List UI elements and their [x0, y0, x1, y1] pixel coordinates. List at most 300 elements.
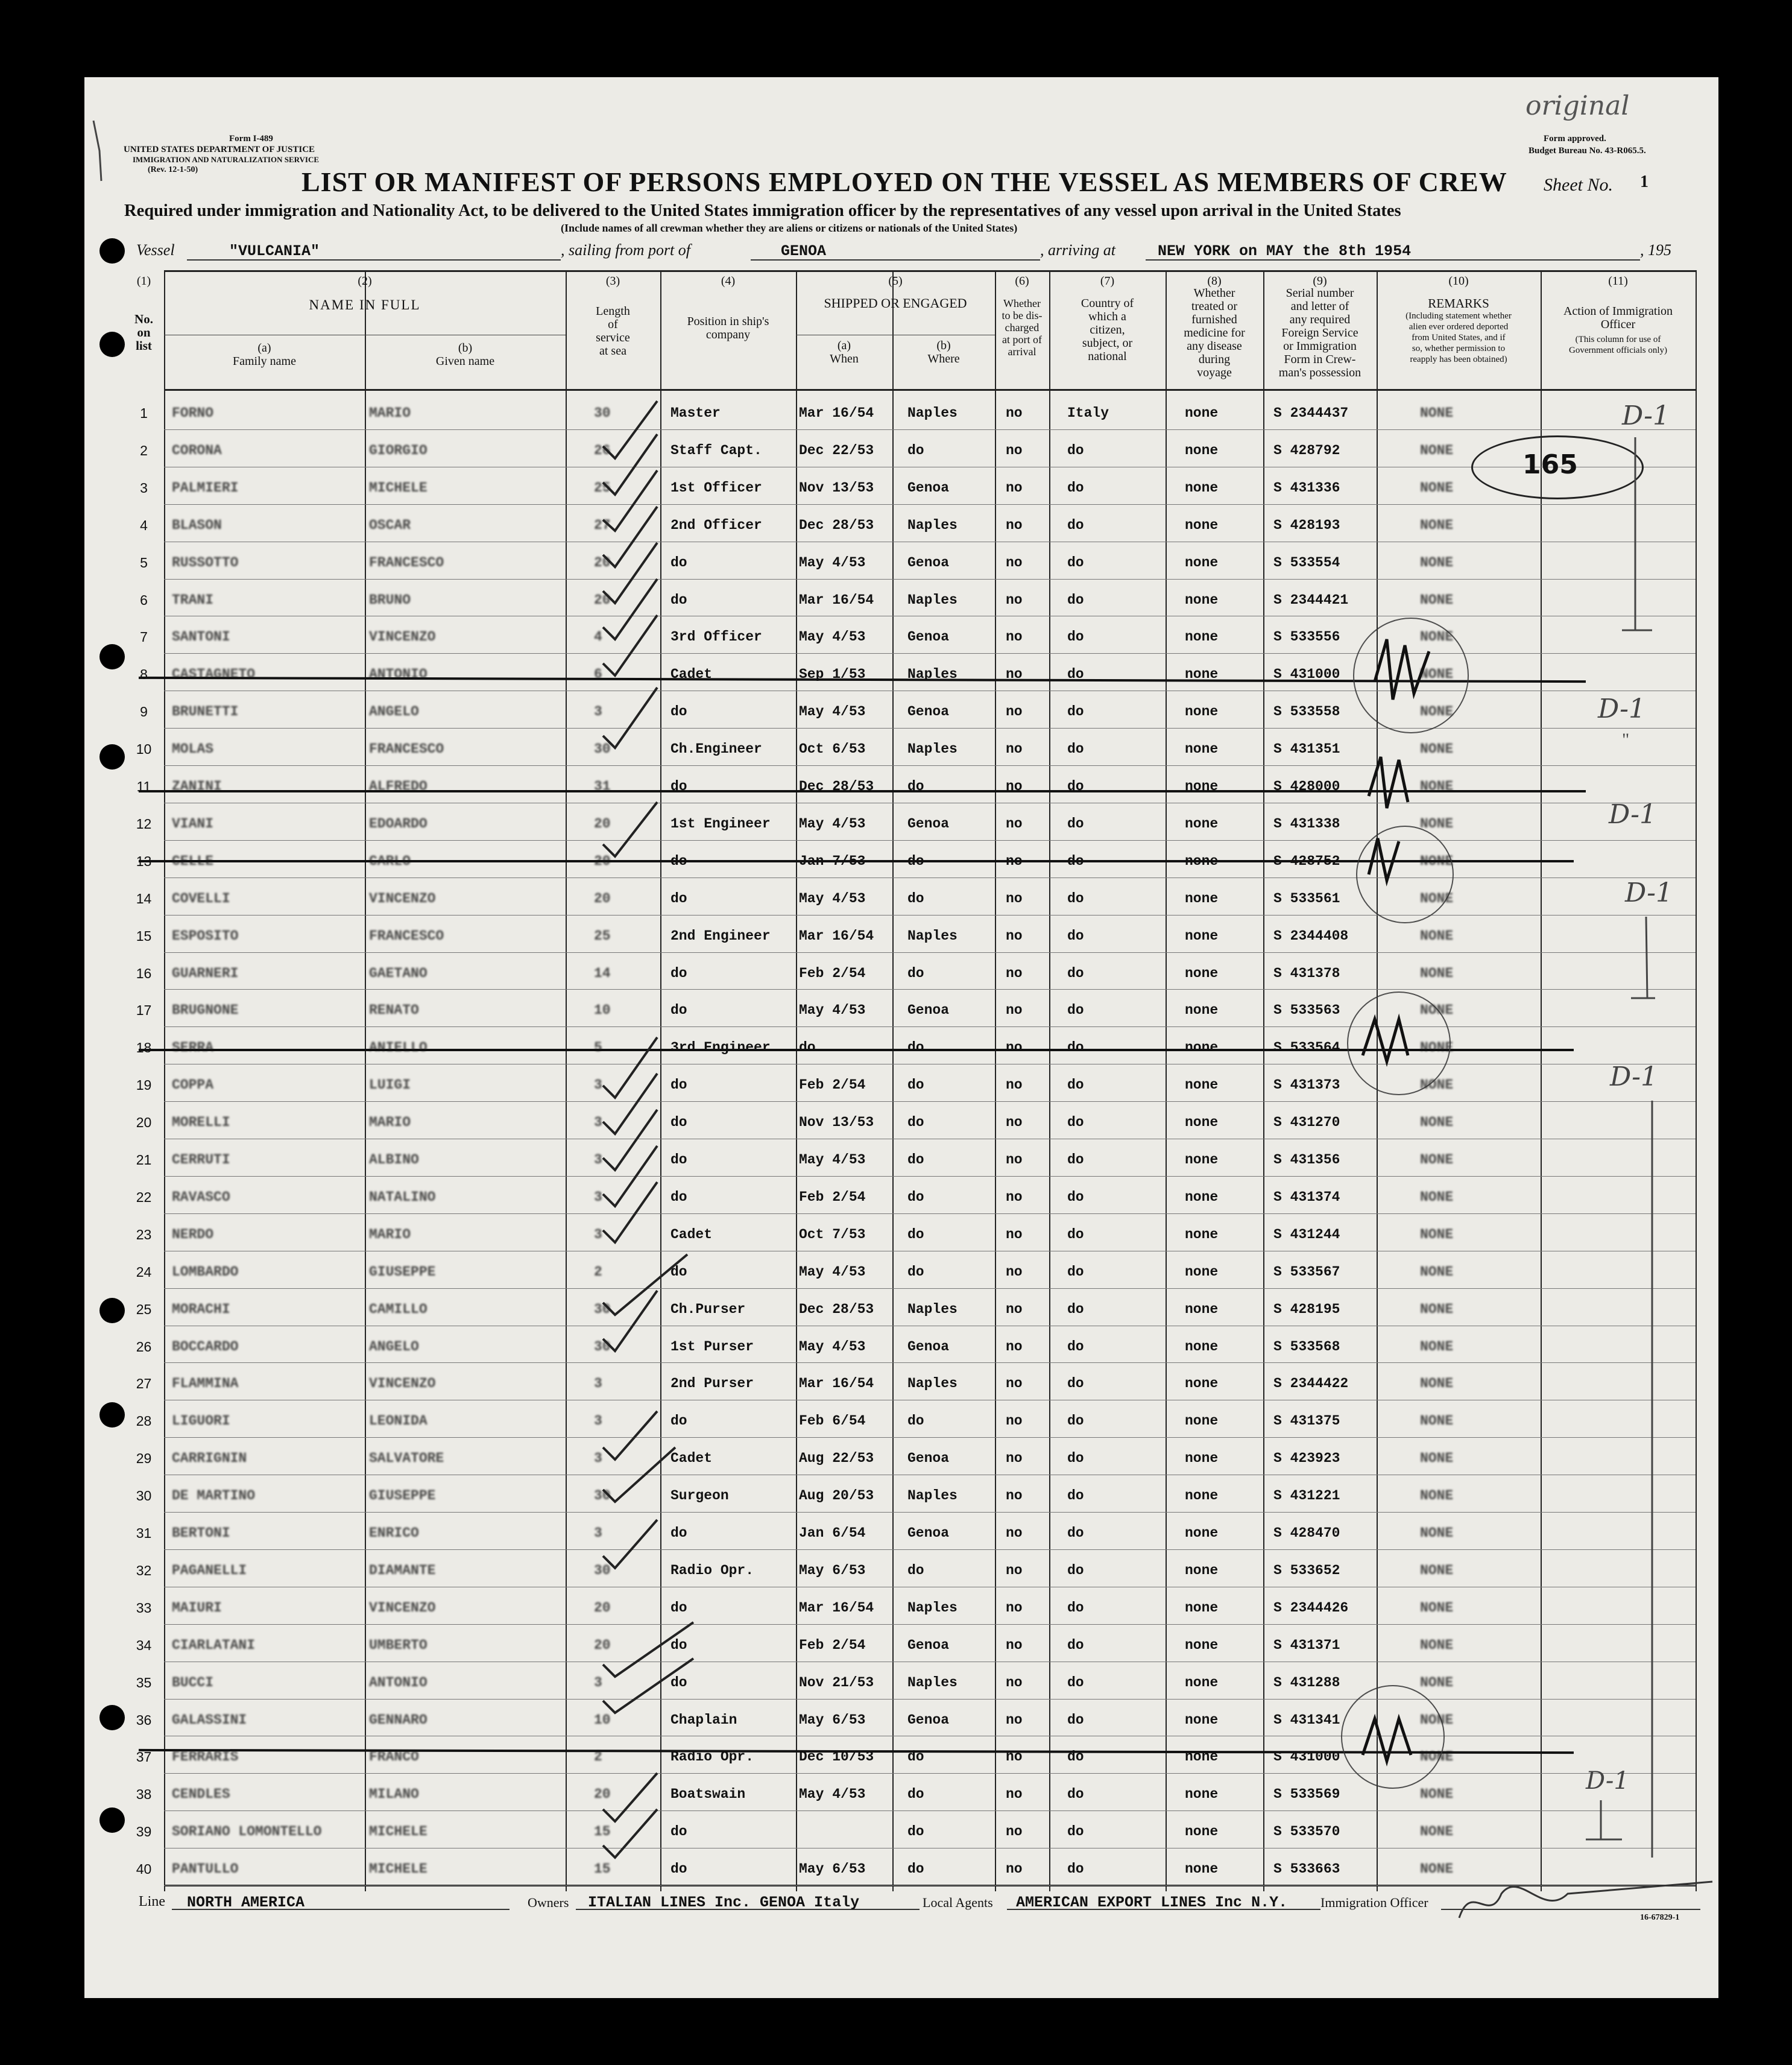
family-name: ESPOSITO [172, 928, 239, 944]
shipped-where: Genoa [907, 479, 950, 496]
length-of-service: 3 [594, 1450, 602, 1467]
treated-during-voyage: none [1185, 1562, 1219, 1578]
row-number: 10 [136, 741, 152, 757]
length-of-service: 2 [594, 1263, 602, 1280]
shipped-where: do [907, 853, 924, 869]
family-name: CERRUTI [172, 1152, 230, 1168]
position: 1st Engineer [670, 815, 771, 832]
shipped-when: May 4/53 [799, 1002, 866, 1019]
family-name: CORONA [172, 442, 222, 458]
remarks: NONE [1420, 1562, 1454, 1578]
col9-number: (9) [1313, 274, 1327, 288]
length-of-service: 2 [594, 1749, 602, 1765]
treated-during-voyage: none [1185, 1637, 1219, 1653]
position: 3rd Engineer [670, 1040, 771, 1056]
position: do [670, 704, 687, 720]
given-name: ANTONIO [369, 666, 427, 683]
row-number: 30 [136, 1488, 152, 1504]
position: do [670, 890, 687, 906]
remarks: NONE [1420, 741, 1454, 757]
serial-number: S 431371 [1273, 1637, 1340, 1653]
col10-label-d: from United States, and if [1412, 333, 1506, 343]
serial-number: S 431351 [1273, 741, 1340, 757]
col11-label-d: Government officials only) [1568, 346, 1667, 355]
given-name: ANIELLO [369, 1040, 427, 1056]
col11-number: (11) [1608, 274, 1628, 288]
family-name: MORACHI [172, 1301, 230, 1317]
shipped-when: Dec 28/53 [799, 1301, 874, 1317]
col2-number: (2) [358, 274, 372, 288]
length-of-service: 20 [594, 890, 611, 906]
remarks: NONE [1420, 1263, 1454, 1280]
to-be-discharged: no [1006, 815, 1023, 832]
position: do [670, 1824, 687, 1840]
position: do [670, 779, 687, 794]
family-name: BRUGNONE [172, 1002, 239, 1019]
shipped-when: May 4/53 [799, 1786, 866, 1803]
to-be-discharged: no [1006, 1562, 1023, 1578]
family-name: CELLE [172, 853, 214, 869]
length-of-service: 3 [594, 1077, 602, 1093]
check-mark [603, 1254, 687, 1315]
position: Ch.Purser [670, 1301, 746, 1317]
shipped-where: do [907, 1040, 924, 1056]
remarks: NONE [1420, 1599, 1454, 1616]
serial-number: S 428752 [1273, 853, 1340, 869]
citizenship: do [1067, 1637, 1084, 1653]
length-of-service: 3 [594, 1226, 602, 1242]
remarks: NONE [1420, 479, 1454, 496]
footer-owners-value: ITALIAN LINES Inc. GENOA Italy [588, 1894, 860, 1911]
treated-during-voyage: none [1185, 704, 1219, 720]
treated-during-voyage: none [1185, 1263, 1219, 1280]
shipped-when: Aug 22/53 [799, 1450, 874, 1467]
serial-number: S 533558 [1273, 704, 1340, 720]
family-name: GALASSINI [172, 1712, 247, 1728]
to-be-discharged: no [1006, 1077, 1023, 1093]
given-name: GAETANO [369, 965, 427, 981]
footer-line-value: NORTH AMERICA [187, 1894, 305, 1911]
given-name: VINCENZO [369, 629, 436, 645]
shipped-when: Nov 13/53 [799, 479, 874, 496]
col7-label-e: national [1088, 350, 1127, 363]
col6-label-c: charged [1005, 321, 1040, 334]
col6-label-e: arrival [1008, 346, 1036, 358]
citizenship: do [1067, 1674, 1084, 1690]
family-name: LOMBARDO [172, 1263, 239, 1280]
shipped-when: Dec 22/53 [799, 442, 874, 458]
length-of-service: 25 [594, 479, 611, 496]
treated-during-voyage: none [1185, 779, 1219, 794]
citizenship: do [1067, 1263, 1084, 1280]
position: 1st Purser [670, 1338, 754, 1355]
treated-during-voyage: none [1185, 928, 1219, 944]
check-mark [603, 615, 657, 675]
arriving-port-date: NEW YORK on MAY the 8th 1954 [1158, 242, 1412, 260]
remarks: NONE [1420, 1712, 1454, 1728]
budget-bureau: Budget Bureau No. 43-R065.5. [1529, 146, 1646, 156]
treated-during-voyage: none [1185, 592, 1219, 608]
serial-number: S 431374 [1273, 1189, 1340, 1205]
shipped-where: Genoa [907, 1450, 950, 1467]
length-of-service: 20 [594, 853, 611, 869]
col8-label-e: any disease [1187, 340, 1242, 353]
row-number: 1 [140, 405, 148, 421]
length-of-service: 10 [594, 1002, 611, 1019]
position: do [670, 1674, 687, 1690]
serial-number: S 533564 [1273, 1040, 1340, 1056]
to-be-discharged: no [1006, 890, 1023, 906]
shipped-where: do [907, 1115, 924, 1131]
position: 1st Officer [670, 479, 762, 496]
position: do [670, 592, 687, 608]
length-of-service: 30 [594, 1488, 611, 1504]
shipped-when: Mar 16/54 [799, 1376, 874, 1392]
to-be-discharged: no [1006, 1338, 1023, 1355]
row-number: 4 [140, 517, 148, 533]
citizenship: do [1067, 1488, 1084, 1504]
shipped-when: Oct 6/53 [799, 741, 866, 757]
given-name: MILANO [369, 1786, 419, 1803]
treated-during-voyage: none [1185, 1749, 1219, 1765]
position: Master [670, 405, 721, 421]
given-name: EDOARDO [369, 815, 427, 832]
shipped-when: Sep 1/53 [799, 666, 866, 683]
serial-number: S 428792 [1273, 442, 1340, 458]
citizenship: do [1067, 1338, 1084, 1355]
treated-during-voyage: none [1185, 1189, 1219, 1205]
citizenship: do [1067, 554, 1084, 571]
position: do [670, 1115, 687, 1131]
given-name: CARLO [369, 853, 411, 869]
length-of-service: 26 [594, 442, 611, 458]
citizenship: do [1067, 1450, 1084, 1467]
shipped-where: Naples [907, 1301, 958, 1317]
col3-label-b: of [608, 318, 618, 331]
shipped-where: do [907, 1824, 924, 1840]
length-of-service: 15 [594, 1861, 611, 1877]
officer-initials [1369, 757, 1408, 808]
col7-label-b: which a [1088, 310, 1126, 323]
col1-number: (1) [136, 274, 151, 288]
col5a-number: (a) [837, 339, 851, 352]
family-name: SORIANO LOMONTELLO [172, 1824, 322, 1840]
treated-during-voyage: none [1185, 1152, 1219, 1168]
col9-label-d: Foreign Service [1281, 326, 1358, 340]
to-be-discharged: no [1006, 1040, 1023, 1056]
given-name: ANGELO [369, 1338, 419, 1355]
treated-during-voyage: none [1185, 1115, 1219, 1131]
citizenship: do [1067, 442, 1084, 458]
remarks: NONE [1420, 629, 1454, 645]
to-be-discharged: no [1006, 1749, 1023, 1765]
row-number: 20 [136, 1115, 152, 1131]
treated-during-voyage: none [1185, 1824, 1219, 1840]
footer-agents-label: Local Agents [923, 1895, 993, 1910]
length-of-service: 30 [594, 1562, 611, 1578]
year-label: , 195 [1640, 241, 1671, 259]
treated-during-voyage: none [1185, 1599, 1219, 1616]
footer-officer-underline [1441, 1909, 1700, 1910]
given-name: MICHELE [369, 479, 427, 496]
serial-number: S 423923 [1273, 1450, 1340, 1467]
shipped-where: Naples [907, 1599, 958, 1616]
to-be-discharged: no [1006, 666, 1023, 683]
remarks: NONE [1420, 1115, 1454, 1131]
col2a-number: (a) [257, 341, 271, 355]
family-name: VIANI [172, 815, 214, 832]
remarks: NONE [1420, 1376, 1454, 1392]
citizenship: do [1067, 1226, 1084, 1242]
serial-number: S 431336 [1273, 479, 1340, 496]
position: do [670, 1002, 687, 1019]
position: do [670, 1525, 687, 1541]
to-be-discharged: no [1006, 1301, 1023, 1317]
remarks: NONE [1420, 815, 1454, 832]
to-be-discharged: no [1006, 1450, 1023, 1467]
handwritten-d1: D-1 [1625, 878, 1673, 908]
family-name: PAGANELLI [172, 1562, 247, 1578]
treated-during-voyage: none [1185, 1226, 1219, 1242]
row-number: 3 [140, 479, 148, 496]
remarks: NONE [1420, 1861, 1454, 1877]
remarks: NONE [1420, 1338, 1454, 1355]
shipped-when: May 6/53 [799, 1712, 866, 1728]
shipped-where: Genoa [907, 704, 950, 720]
serial-number: S 533569 [1273, 1786, 1340, 1803]
citizenship: do [1067, 1749, 1084, 1765]
citizenship: do [1067, 1525, 1084, 1541]
remarks: NONE [1420, 1637, 1454, 1653]
form-number: Form I-489 [229, 134, 273, 144]
check-mark [603, 470, 657, 531]
given-name: FRANCESCO [369, 928, 444, 944]
family-name: LIGUORI [172, 1413, 230, 1429]
col9-label-f: Form in Crew- [1284, 353, 1356, 366]
citizenship: do [1067, 1115, 1084, 1131]
treated-during-voyage: none [1185, 479, 1219, 496]
serial-number: S 428000 [1273, 779, 1340, 794]
serial-number: S 428193 [1273, 517, 1340, 533]
given-name: LEONIDA [369, 1413, 427, 1429]
col7-label-a: Country of [1081, 297, 1134, 310]
treated-during-voyage: none [1185, 741, 1219, 757]
given-name: UMBERTO [369, 1637, 427, 1653]
shipped-when: May 4/53 [799, 554, 866, 571]
col9-label-b: and letter of [1290, 300, 1349, 313]
length-of-service: 20 [594, 1637, 611, 1653]
family-name: SERRA [172, 1040, 214, 1056]
shipped-where: do [907, 1263, 924, 1280]
to-be-discharged: no [1006, 1525, 1023, 1541]
check-mark [603, 1146, 657, 1206]
col11-label-b: Officer [1600, 318, 1636, 331]
family-name: BUCCI [172, 1674, 214, 1690]
position: Cadet [670, 1450, 713, 1467]
shipped-when: Dec 28/53 [799, 517, 874, 533]
serial-number: S 2344421 [1273, 592, 1349, 608]
remarks: NONE [1420, 405, 1454, 421]
serial-number: S 431000 [1273, 1749, 1340, 1765]
length-of-service: 3 [594, 1189, 602, 1205]
citizenship: do [1067, 1376, 1084, 1392]
col5-label: SHIPPED OR ENGAGED [824, 296, 967, 311]
family-name: FERRARIS [172, 1749, 239, 1765]
col6-label-d: at port of [1002, 334, 1042, 346]
remarks: NONE [1420, 517, 1454, 533]
remarks: NONE [1420, 1002, 1454, 1019]
col8-label-d: medicine for [1184, 326, 1245, 340]
length-of-service: 20 [594, 1599, 611, 1616]
citizenship: do [1067, 629, 1084, 645]
handwritten-d1: D-1 [1610, 1061, 1658, 1092]
treated-during-voyage: none [1185, 666, 1219, 683]
remarks: NONE [1420, 1413, 1454, 1429]
shipped-when: Dec 28/53 [799, 779, 874, 794]
to-be-discharged: no [1006, 1189, 1023, 1205]
col4-label-a: Position in ship's [687, 315, 769, 328]
treated-during-voyage: none [1185, 442, 1219, 458]
check-mark [603, 1074, 657, 1134]
position: do [670, 1152, 687, 1168]
family-name: PALMIERI [172, 479, 239, 496]
to-be-discharged: no [1006, 1152, 1023, 1168]
citizenship: do [1067, 1786, 1084, 1803]
shipped-when: Dec 10/53 [799, 1749, 874, 1765]
row-number: 12 [136, 815, 152, 832]
position: Chaplain [670, 1712, 737, 1728]
check-mark [603, 1520, 657, 1568]
shipped-when: Jan 6/54 [799, 1525, 866, 1541]
to-be-discharged: no [1006, 704, 1023, 720]
col2-label: NAME IN FULL [309, 297, 421, 312]
serial-number: S 431288 [1273, 1674, 1340, 1690]
position: Surgeon [670, 1488, 729, 1504]
check-mark [603, 507, 657, 567]
serial-number: S 431270 [1273, 1115, 1340, 1131]
row-number: 23 [136, 1226, 152, 1242]
serial-number: S 533663 [1273, 1861, 1340, 1877]
shipped-where: do [907, 1413, 924, 1429]
to-be-discharged: no [1006, 517, 1023, 533]
citizenship: do [1067, 1599, 1084, 1616]
check-mark [603, 434, 657, 495]
shipped-where: Genoa [907, 629, 950, 645]
row-number: 26 [136, 1338, 152, 1355]
to-be-discharged: no [1006, 1115, 1023, 1131]
shipped-where: Naples [907, 741, 958, 757]
check-mark [603, 543, 657, 603]
shipped-when: May 6/53 [799, 1562, 866, 1578]
col3-label-c: service [596, 331, 630, 344]
form-approved: Form approved. [1544, 134, 1606, 144]
to-be-discharged: no [1006, 629, 1023, 645]
family-name: COVELLI [172, 890, 230, 906]
treated-during-voyage: none [1185, 853, 1219, 869]
remarks: NONE [1420, 1189, 1454, 1205]
serial-number: S 428470 [1273, 1525, 1340, 1541]
to-be-discharged: no [1006, 1488, 1023, 1504]
sailing-port: GENOA [781, 242, 827, 260]
treated-during-voyage: none [1185, 890, 1219, 906]
position: Radio Opr. [670, 1562, 754, 1578]
length-of-service: 30 [594, 741, 611, 757]
citizenship: do [1067, 1413, 1084, 1429]
remarks: NONE [1420, 853, 1454, 869]
col7-number: (7) [1100, 274, 1115, 288]
length-of-service: 30 [594, 1301, 611, 1317]
row-number: 17 [136, 1002, 152, 1019]
shipped-when: do [799, 1040, 816, 1056]
citizenship: do [1067, 1861, 1084, 1877]
serial-number: S 431244 [1273, 1226, 1340, 1242]
shipped-where: do [907, 890, 924, 906]
shipped-where: Naples [907, 1488, 958, 1504]
col1-label-c: list [136, 338, 152, 353]
remarks: NONE [1420, 1525, 1454, 1541]
treated-during-voyage: none [1185, 554, 1219, 571]
family-name: COPPA [172, 1077, 214, 1093]
shipped-when: Feb 6/54 [799, 1413, 866, 1429]
treated-during-voyage: none [1185, 815, 1219, 832]
treated-during-voyage: none [1185, 1413, 1219, 1429]
treated-during-voyage: none [1185, 517, 1219, 533]
serial-number: S 2344426 [1273, 1599, 1349, 1616]
shipped-where: Naples [907, 517, 958, 533]
shipped-when: Nov 21/53 [799, 1674, 874, 1690]
position: do [670, 1189, 687, 1205]
given-name: ALBINO [369, 1152, 419, 1168]
length-of-service: 15 [594, 1824, 611, 1840]
row-number: 6 [140, 592, 148, 608]
given-name: GIUSEPPE [369, 1488, 436, 1504]
col4-label-b: company [705, 328, 751, 341]
treated-during-voyage: none [1185, 1450, 1219, 1467]
family-name: BRUNETTI [172, 704, 239, 720]
shipped-when: May 4/53 [799, 704, 866, 720]
row-number: 40 [136, 1861, 152, 1877]
position: 2nd Purser [670, 1376, 754, 1392]
row-number: 21 [136, 1152, 152, 1168]
check-mark [603, 401, 657, 458]
length-of-service: 3 [594, 1525, 602, 1541]
length-of-service: 30 [594, 405, 611, 421]
given-name: DIAMANTE [369, 1562, 436, 1578]
citizenship: do [1067, 666, 1084, 683]
length-of-service: 6 [594, 666, 602, 683]
family-name: DE MARTINO [172, 1488, 256, 1504]
family-name: CIARLATANI [172, 1637, 256, 1653]
to-be-discharged: no [1006, 1263, 1023, 1280]
to-be-discharged: no [1006, 405, 1023, 421]
shipped-where: Genoa [907, 1002, 950, 1019]
shipped-when: Oct 7/53 [799, 1226, 866, 1242]
length-of-service: 30 [594, 1338, 611, 1355]
serial-number: S 533652 [1273, 1562, 1340, 1578]
col6-label-a: Whether [1003, 297, 1041, 309]
shipped-where: Naples [907, 405, 958, 421]
length-of-service: 3 [594, 704, 602, 720]
family-name: SANTONI [172, 629, 230, 645]
shipped-where: do [907, 1077, 924, 1093]
family-name: BOCCARDO [172, 1338, 239, 1355]
col3-number: (3) [605, 274, 620, 288]
family-name: BLASON [172, 517, 222, 533]
serial-number: S 533568 [1273, 1338, 1340, 1355]
col3-label-d: at sea [599, 344, 626, 358]
family-name: GUARNERI [172, 965, 239, 981]
col8-number: (8) [1207, 274, 1222, 288]
